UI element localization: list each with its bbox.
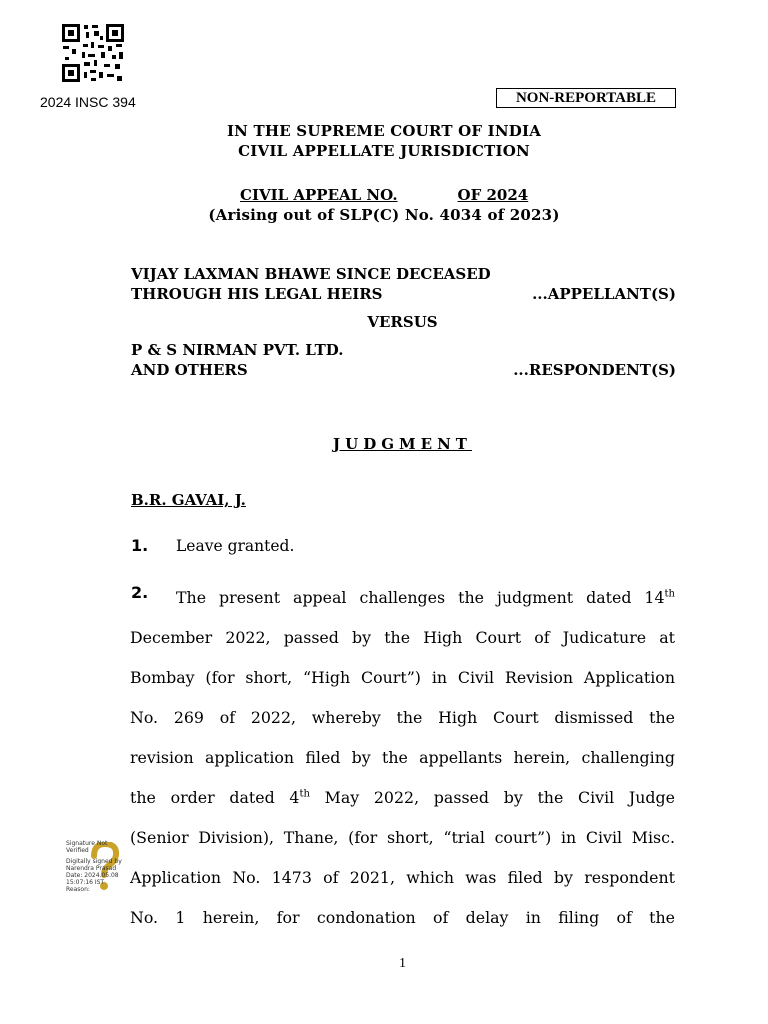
paragraph-2-line: Bombay (for short, “High Court”) in Civil Revision Application	[130, 668, 675, 687]
appeal-number-left: CIVIL APPEAL NO.	[240, 186, 398, 204]
page-number: 1	[399, 956, 406, 971]
appellant-role: ...APPELLANT(S)	[532, 285, 676, 303]
reportable-status: NON-REPORTABLE	[496, 88, 676, 108]
paragraph-2	[130, 578, 675, 938]
versus: VERSUS	[367, 313, 438, 331]
appeal-number	[240, 186, 570, 204]
paragraph-2-line: No. 1 herein, for condonation of delay in filing of the	[130, 908, 675, 927]
jurisdiction: CIVIL APPELLATE JURISDICTION	[238, 142, 530, 160]
paragraph-2-line: Application No. 1473 of 2021, which was filed by respondent	[130, 868, 675, 887]
appellant-heirs: THROUGH HIS LEGAL HEIRS	[131, 285, 383, 303]
arising-from: (Arising out of SLP(C) No. 4034 of 2023)	[208, 206, 560, 224]
citation: 2024 INSC 394	[40, 94, 136, 110]
paragraph-2-line: No. 269 of 2022, whereby the High Court dismissed the	[130, 708, 675, 727]
appellant-name: VIJAY LAXMAN BHAWE SINCE DECEASED	[131, 265, 491, 283]
respondent-role: ...RESPONDENT(S)	[513, 361, 676, 379]
digital-signature: Signature Not Verified Digitally signed by Narendra Prasad Date: 2024.05.08 15:07:16 IST Reason:	[66, 840, 122, 893]
judge-name: B.R. GAVAI, J.	[131, 491, 246, 509]
paragraph-2-line: the order dated 4th May 2022, passed by the Civil Judge	[130, 788, 675, 807]
paragraph-2-number: 2.	[131, 583, 149, 602]
paragraph-2-line: The present appeal challenges the judgment dated 14th	[176, 588, 675, 607]
respondent-others: AND OTHERS	[131, 361, 248, 379]
paragraph-2-line: (Senior Division), Thane, (for short, “trial court”) in Civil Misc.	[130, 828, 675, 847]
paragraph-2-line: revision application filed by the appellants herein, challenging	[130, 748, 675, 767]
respondent-name: P & S NIRMAN PVT. LTD.	[131, 341, 344, 359]
paragraph-1-number: 1.	[131, 536, 149, 555]
paragraph-2-line: December 2022, passed by the High Court of Judicature at	[130, 628, 675, 647]
qr-code	[60, 22, 126, 84]
appeal-number-right: OF 2024	[457, 186, 529, 204]
court-name: IN THE SUPREME COURT OF INDIA	[226, 122, 542, 140]
paragraph-1-text: Leave granted.	[176, 537, 295, 555]
judgment-title: JUDGMENT	[333, 435, 472, 453]
